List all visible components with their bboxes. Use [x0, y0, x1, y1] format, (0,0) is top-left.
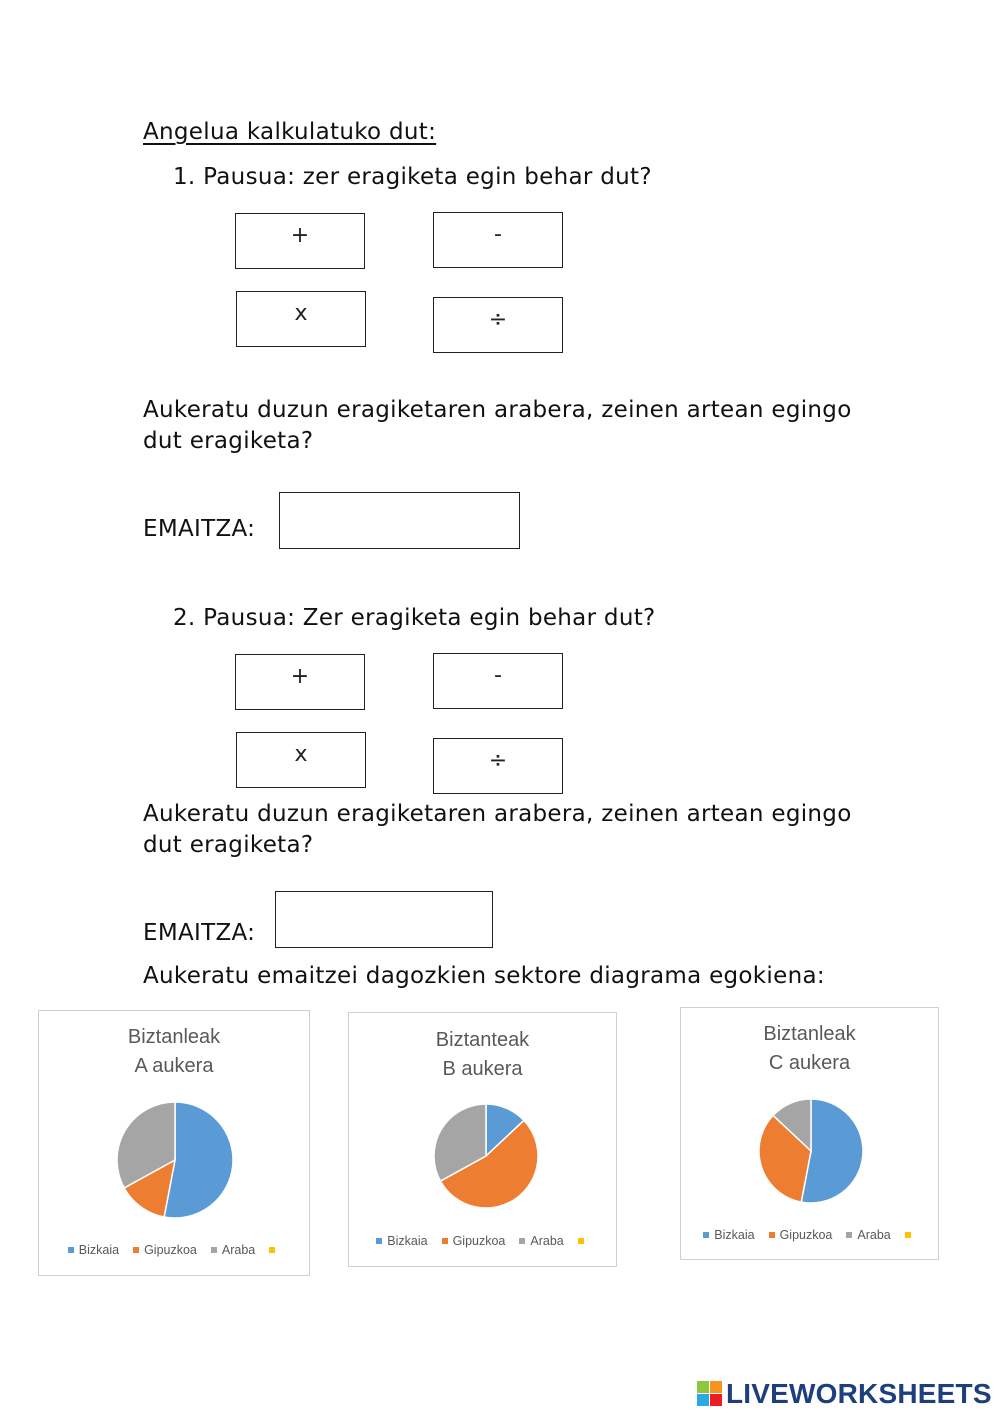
legend-item-gipuzkoa	[769, 1228, 833, 1242]
fourth-swatch-icon	[269, 1247, 275, 1253]
page-heading: Angelua kalkulatuko dut:	[143, 119, 437, 145]
logo-blocks-icon	[697, 1381, 723, 1407]
step2-divide-button[interactable]: ÷	[433, 738, 563, 794]
step2-question-line2: dut eragiketa?	[143, 832, 314, 858]
choose-chart-prompt: Aukeratu emaitzei dagozkien sektore diagrama egokiena:	[143, 963, 825, 989]
fourth-swatch-icon	[905, 1232, 911, 1238]
legend-label: Bizkaia	[714, 1228, 755, 1242]
chart-option-c[interactable]	[680, 1007, 939, 1260]
chart-b-legend	[349, 1234, 616, 1248]
chart-a-pie	[39, 1011, 311, 1277]
araba-swatch-icon	[519, 1238, 525, 1244]
legend-label: Bizkaia	[387, 1234, 428, 1248]
legend-label: Gipuzkoa	[452, 1234, 506, 1248]
step2-plus-button[interactable]: +	[235, 654, 365, 710]
chart-b-subtitle: B aukera	[442, 1058, 523, 1080]
step1-result-label: EMAITZA:	[143, 516, 256, 542]
gipuzkoa-swatch-icon	[133, 1247, 139, 1253]
legend-label: Araba	[857, 1228, 891, 1242]
legend-label: Araba	[530, 1234, 564, 1248]
chart-c-subtitle: C aukera	[768, 1052, 851, 1074]
legend-item-araba	[846, 1228, 890, 1242]
step2-minus-button[interactable]: -	[433, 653, 563, 709]
chart-a-legend	[39, 1243, 309, 1257]
step1-plus-button[interactable]: +	[235, 213, 365, 269]
legend-item-bizkaia	[703, 1228, 754, 1242]
gipuzkoa-swatch-icon	[442, 1238, 448, 1244]
araba-swatch-icon	[211, 1247, 217, 1253]
legend-item-araba	[519, 1234, 563, 1248]
bizkaia-swatch-icon	[376, 1238, 382, 1244]
logo-text: LIVEWORKSHEETS	[726, 1378, 992, 1409]
step2-result-input[interactable]	[275, 891, 493, 948]
araba-swatch-icon	[846, 1232, 852, 1238]
chart-option-b[interactable]	[348, 1012, 617, 1267]
step2-times-button[interactable]: x	[236, 732, 366, 788]
legend-label: Gipuzkoa	[779, 1228, 833, 1242]
chart-b-pie	[349, 1013, 618, 1268]
fourth-swatch-icon	[578, 1238, 584, 1244]
step2-title: 2. Pausua: Zer eragiketa egin behar dut?	[173, 605, 656, 631]
step1-minus-button[interactable]: -	[433, 212, 563, 268]
legend-label: Gipuzkoa	[144, 1243, 197, 1257]
step2-question-line1: Aukeratu duzun eragiketaren arabera, zeinen artean egingo	[143, 801, 852, 827]
chart-c-legend	[681, 1228, 938, 1242]
step2-result-label: EMAITZA:	[143, 920, 256, 946]
legend-item-araba	[211, 1243, 255, 1257]
legend-item-fourth	[905, 1228, 916, 1242]
legend-label: Araba	[221, 1243, 256, 1257]
chart-c-title: Biztanleak	[763, 1023, 856, 1045]
chart-c-pie	[681, 1008, 940, 1261]
chart-a-subtitle: A aukera	[134, 1055, 214, 1077]
step1-question-line2: dut eragiketa?	[143, 428, 314, 454]
bizkaia-swatch-icon	[703, 1232, 709, 1238]
chart-a-title: Biztanleak	[127, 1026, 221, 1048]
gipuzkoa-swatch-icon	[769, 1232, 775, 1238]
legend-item-bizkaia	[68, 1243, 119, 1257]
step1-times-button[interactable]: x	[236, 291, 366, 347]
bizkaia-swatch-icon	[68, 1247, 74, 1253]
step1-divide-button[interactable]: ÷	[433, 297, 563, 353]
legend-item-gipuzkoa	[133, 1243, 197, 1257]
legend-label: Bizkaia	[78, 1243, 120, 1257]
legend-item-bizkaia	[376, 1234, 427, 1248]
liveworksheets-logo	[697, 1377, 992, 1411]
chart-b-title: Biztanteak	[435, 1029, 530, 1051]
legend-item-fourth	[578, 1234, 589, 1248]
step1-title: 1. Pausua: zer eragiketa egin behar dut?	[173, 164, 652, 190]
chart-option-a[interactable]	[38, 1010, 310, 1276]
legend-item-gipuzkoa	[442, 1234, 506, 1248]
legend-item-fourth	[269, 1243, 280, 1257]
step1-question-line1: Aukeratu duzun eragiketaren arabera, zeinen artean egingo	[143, 397, 852, 423]
step1-result-input[interactable]	[279, 492, 520, 549]
